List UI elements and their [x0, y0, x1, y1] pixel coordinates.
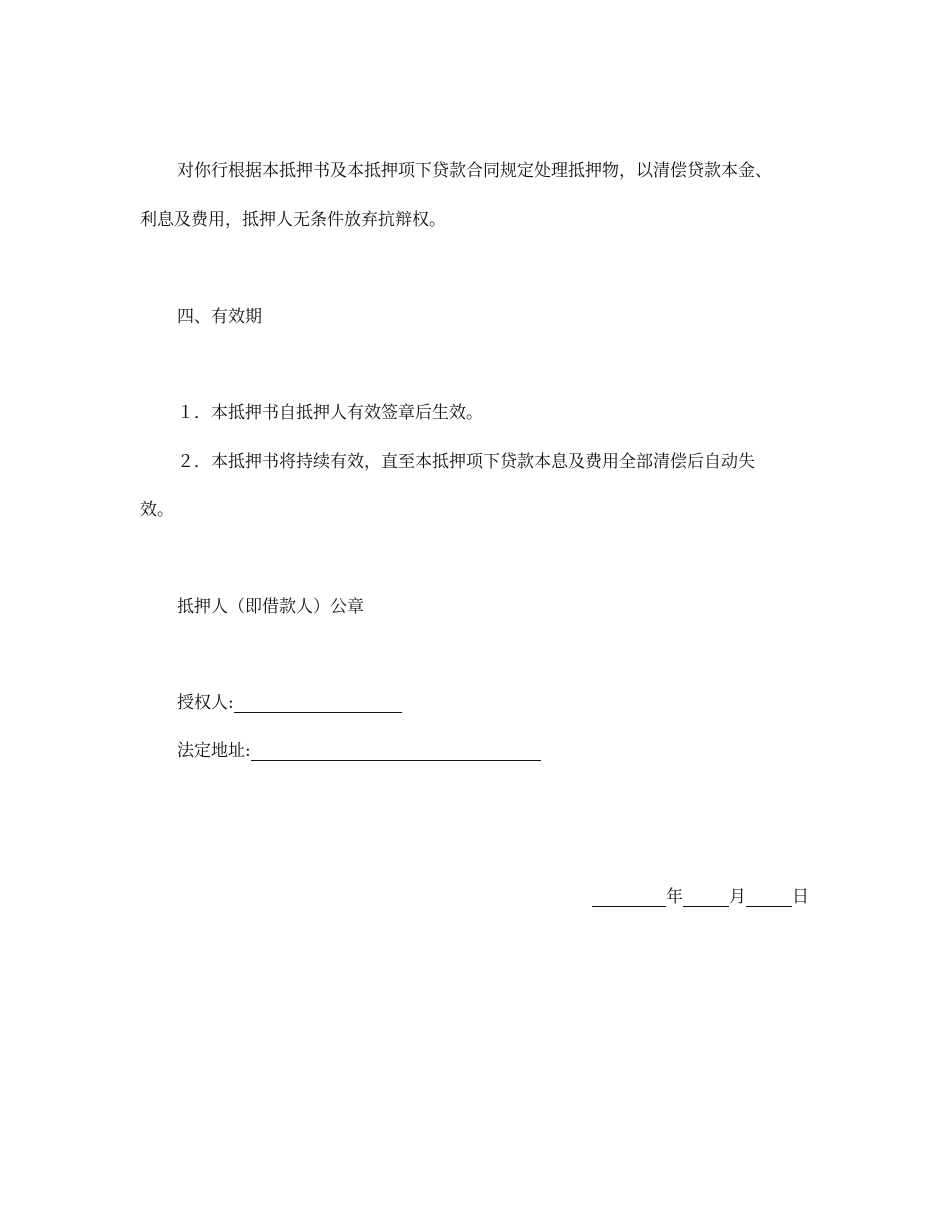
- clause-item-1: １．本抵押书自抵押人有效签章后生效。: [177, 403, 483, 423]
- authorized-person-label: 授权人:: [177, 693, 234, 713]
- date-month-blank[interactable]: [683, 888, 729, 907]
- authorized-person-blank[interactable]: [234, 694, 402, 713]
- section-heading-validity: 四、有效期: [177, 307, 262, 327]
- clause-item-2-line-1: ２．本抵押书将持续有效，直至本抵押项下贷款本息及费用全部清偿后自动失: [177, 452, 755, 472]
- clause-item-2-line-2: 效。: [140, 500, 174, 520]
- date-day-label: 日: [792, 887, 809, 907]
- paragraph-line-2: 利息及费用，抵押人无条件放弃抗辩权。: [140, 210, 446, 230]
- legal-address-label: 法定地址:: [177, 741, 251, 761]
- legal-address-blank[interactable]: [251, 742, 541, 761]
- paragraph-line-1: 对你行根据本抵押书及本抵押项下贷款合同规定处理抵押物，以清偿贷款本金、: [177, 161, 772, 181]
- signature-date-row: [592, 887, 809, 907]
- legal-address-row: [177, 741, 541, 761]
- date-year-blank[interactable]: [592, 888, 666, 907]
- date-year-label: 年: [666, 887, 683, 907]
- mortgagor-seal-label: 抵押人（即借款人）公章: [177, 597, 364, 617]
- date-month-label: 月: [729, 887, 746, 907]
- authorized-person-row: [177, 693, 402, 713]
- date-day-blank[interactable]: [746, 888, 792, 907]
